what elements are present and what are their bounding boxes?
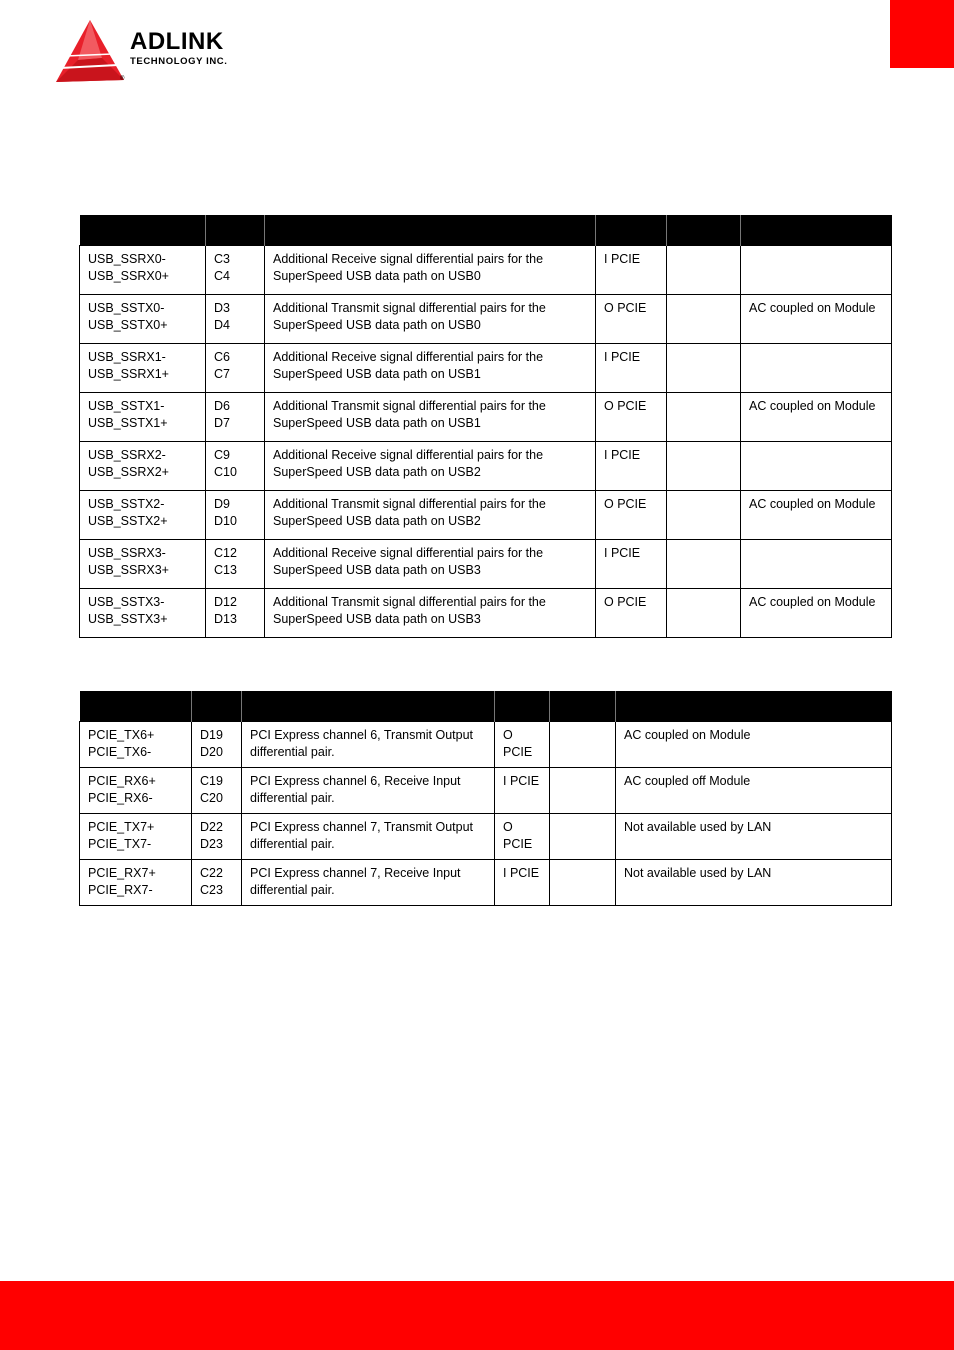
- table-row: [80, 540, 892, 589]
- signal-cell: PCIE_TX6+ PCIE_TX6-: [80, 722, 192, 768]
- corner-tab: [890, 0, 954, 68]
- signal-cell: USB_SSRX2- USB_SSRX2+: [80, 442, 206, 491]
- adlink-triangle-icon: [56, 18, 126, 86]
- comment-cell: AC coupled on Module: [741, 589, 892, 638]
- pin-cell: D19 D20: [192, 722, 242, 768]
- pin-cell: C19 C20: [192, 768, 242, 814]
- io-type-cell: O PCIE: [596, 393, 667, 442]
- pu-pd-cell: [667, 491, 741, 540]
- pin-cell: D6 D7: [206, 393, 265, 442]
- pu-pd-cell: [667, 393, 741, 442]
- description-cell: Additional Receive signal differential pairs for the SuperSpeed USB data path on USB2: [265, 442, 596, 491]
- comment-cell: [741, 246, 892, 295]
- io-type-cell: I PCIE: [495, 860, 550, 906]
- table-row: [80, 442, 892, 491]
- header-cell: [265, 215, 596, 246]
- comment-cell: Not available used by LAN: [616, 860, 892, 906]
- io-type-cell: O PCIE: [495, 814, 550, 860]
- comment-cell: [741, 442, 892, 491]
- comment-cell: AC coupled on Module: [616, 722, 892, 768]
- table-row: [80, 722, 892, 768]
- description-cell: Additional Transmit signal differential pairs for the SuperSpeed USB data path on USB3: [265, 589, 596, 638]
- usb-superspeed-pin-table: [79, 215, 892, 638]
- io-type-cell: I PCIE: [596, 540, 667, 589]
- pin-cell: C22 C23: [192, 860, 242, 906]
- pu-pd-cell: [550, 814, 616, 860]
- pu-pd-cell: [667, 344, 741, 393]
- signal-cell: PCIE_TX7+ PCIE_TX7-: [80, 814, 192, 860]
- pu-pd-cell: [667, 246, 741, 295]
- pin-cell: D9 D10: [206, 491, 265, 540]
- table-header-row: [80, 215, 892, 246]
- header-cell: [80, 215, 206, 246]
- header-cell: [206, 215, 265, 246]
- brand-subtitle: TECHNOLOGY INC.: [130, 56, 228, 67]
- pin-cell: D22 D23: [192, 814, 242, 860]
- description-cell: PCI Express channel 6, Receive Input differential pair.: [242, 768, 495, 814]
- header-cell: [192, 691, 242, 722]
- signal-cell: USB_SSTX3- USB_SSTX3+: [80, 589, 206, 638]
- pin-cell: C12 C13: [206, 540, 265, 589]
- brand-name: ADLINK: [130, 28, 224, 55]
- table-header-row: [80, 691, 892, 722]
- description-cell: Additional Transmit signal differential pairs for the SuperSpeed USB data path on USB1: [265, 393, 596, 442]
- signal-cell: PCIE_RX6+ PCIE_RX6-: [80, 768, 192, 814]
- pcie-pin-table: [79, 691, 892, 906]
- io-type-cell: O PCIE: [596, 491, 667, 540]
- table-row: [80, 246, 892, 295]
- table-row: [80, 768, 892, 814]
- comment-cell: AC coupled off Module: [616, 768, 892, 814]
- header-cell: [596, 215, 667, 246]
- pu-pd-cell: [667, 589, 741, 638]
- io-type-cell: O PCIE: [596, 295, 667, 344]
- signal-cell: USB_SSRX0- USB_SSRX0+: [80, 246, 206, 295]
- footer-bar: [0, 1281, 954, 1350]
- description-cell: PCI Express channel 6, Transmit Output differential pair.: [242, 722, 495, 768]
- io-type-cell: O PCIE: [596, 589, 667, 638]
- adlink-logo: [56, 18, 271, 86]
- description-cell: Additional Transmit signal differential pairs for the SuperSpeed USB data path on USB2: [265, 491, 596, 540]
- table-row: [80, 589, 892, 638]
- header-cell: [741, 215, 892, 246]
- pu-pd-cell: [550, 722, 616, 768]
- comment-cell: [741, 540, 892, 589]
- description-cell: PCI Express channel 7, Receive Input differential pair.: [242, 860, 495, 906]
- io-type-cell: O PCIE: [495, 722, 550, 768]
- table-row: [80, 860, 892, 906]
- description-cell: Additional Receive signal differential pairs for the SuperSpeed USB data path on USB0: [265, 246, 596, 295]
- signal-cell: USB_SSTX2- USB_SSTX2+: [80, 491, 206, 540]
- registered-mark: ®: [120, 76, 125, 82]
- io-type-cell: I PCIE: [495, 768, 550, 814]
- comment-cell: AC coupled on Module: [741, 393, 892, 442]
- comment-cell: Not available used by LAN: [616, 814, 892, 860]
- io-type-cell: I PCIE: [596, 344, 667, 393]
- comment-cell: AC coupled on Module: [741, 491, 892, 540]
- comment-cell: [741, 344, 892, 393]
- pin-cell: D3 D4: [206, 295, 265, 344]
- pin-cell: C6 C7: [206, 344, 265, 393]
- signal-cell: PCIE_RX7+ PCIE_RX7-: [80, 860, 192, 906]
- pcie-table-body: [80, 722, 892, 906]
- signal-cell: USB_SSTX0- USB_SSTX0+: [80, 295, 206, 344]
- table-row: [80, 344, 892, 393]
- table-row: [80, 295, 892, 344]
- header-cell: [242, 691, 495, 722]
- pin-cell: C9 C10: [206, 442, 265, 491]
- header-cell: [616, 691, 892, 722]
- pin-cell: D12 D13: [206, 589, 265, 638]
- pu-pd-cell: [550, 860, 616, 906]
- table-row: [80, 393, 892, 442]
- io-type-cell: I PCIE: [596, 246, 667, 295]
- io-type-cell: I PCIE: [596, 442, 667, 491]
- pu-pd-cell: [667, 540, 741, 589]
- table-row: [80, 491, 892, 540]
- signal-cell: USB_SSTX1- USB_SSTX1+: [80, 393, 206, 442]
- pu-pd-cell: [550, 768, 616, 814]
- comment-cell: AC coupled on Module: [741, 295, 892, 344]
- signal-cell: USB_SSRX3- USB_SSRX3+: [80, 540, 206, 589]
- usb-table-body: [80, 246, 892, 638]
- pin-cell: C3 C4: [206, 246, 265, 295]
- header-cell: [495, 691, 550, 722]
- description-cell: Additional Receive signal differential pairs for the SuperSpeed USB data path on USB3: [265, 540, 596, 589]
- pu-pd-cell: [667, 295, 741, 344]
- header-cell: [80, 691, 192, 722]
- header-cell: [667, 215, 741, 246]
- pu-pd-cell: [667, 442, 741, 491]
- description-cell: Additional Transmit signal differential pairs for the SuperSpeed USB data path on USB0: [265, 295, 596, 344]
- header-cell: [550, 691, 616, 722]
- table-row: [80, 814, 892, 860]
- signal-cell: USB_SSRX1- USB_SSRX1+: [80, 344, 206, 393]
- description-cell: PCI Express channel 7, Transmit Output differential pair.: [242, 814, 495, 860]
- description-cell: Additional Receive signal differential pairs for the SuperSpeed USB data path on USB1: [265, 344, 596, 393]
